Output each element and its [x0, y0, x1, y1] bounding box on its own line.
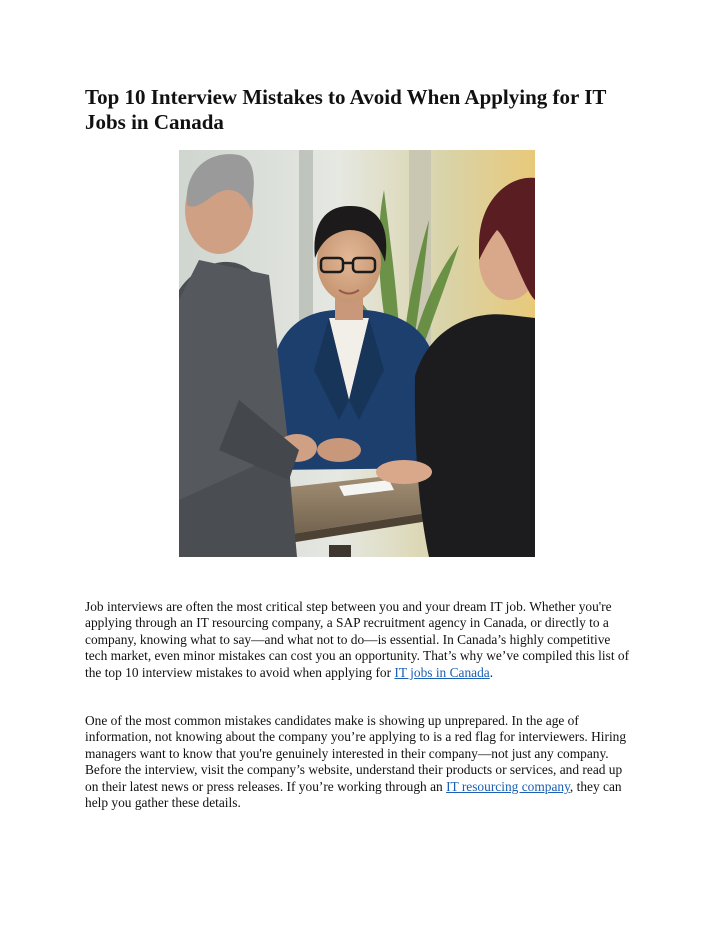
intro-paragraph-text: Job interviews are often the most critical step between you and your dream IT job. Whether you're applying through an IT resourcing company, a SAP recruitment agency in Canada, or directly to a company, knowing what to say—and what not to do—is essential. In Canada’s highly competitive tech market, even minor mistakes can cost you an opportunity. That’s why we’ve compiled this list of the top 10 interview mistakes to avoid when applying for: [85, 599, 630, 680]
unprepared-paragraph-end: , they can help you gather these details.: [85, 778, 622, 811]
unprepared-paragraph: [85, 713, 633, 811]
it-jobs-in-canada-link[interactable]: IT jobs in Canada: [394, 664, 490, 680]
intro-paragraph: [85, 599, 633, 681]
article-photo: [179, 150, 535, 557]
unprepared-paragraph-text: One of the most common mistakes candidates make is showing up unprepared. In the age of information, not knowing about the company you’re applying to is a red flag for interviewers. Hiring managers want to know that you're genuinely interested in their company—not just any company. Before the interview, visit the company’s website, understand their products or services, and read up on their latest news or press releases. If you’re working through an: [85, 713, 627, 794]
intro-paragraph-end: .: [489, 664, 494, 680]
it-resourcing-company-link[interactable]: IT resourcing company: [446, 778, 570, 794]
article-title: Top 10 Interview Mistakes to Avoid When Applying for IT Jobs in Canada: [85, 85, 607, 134]
